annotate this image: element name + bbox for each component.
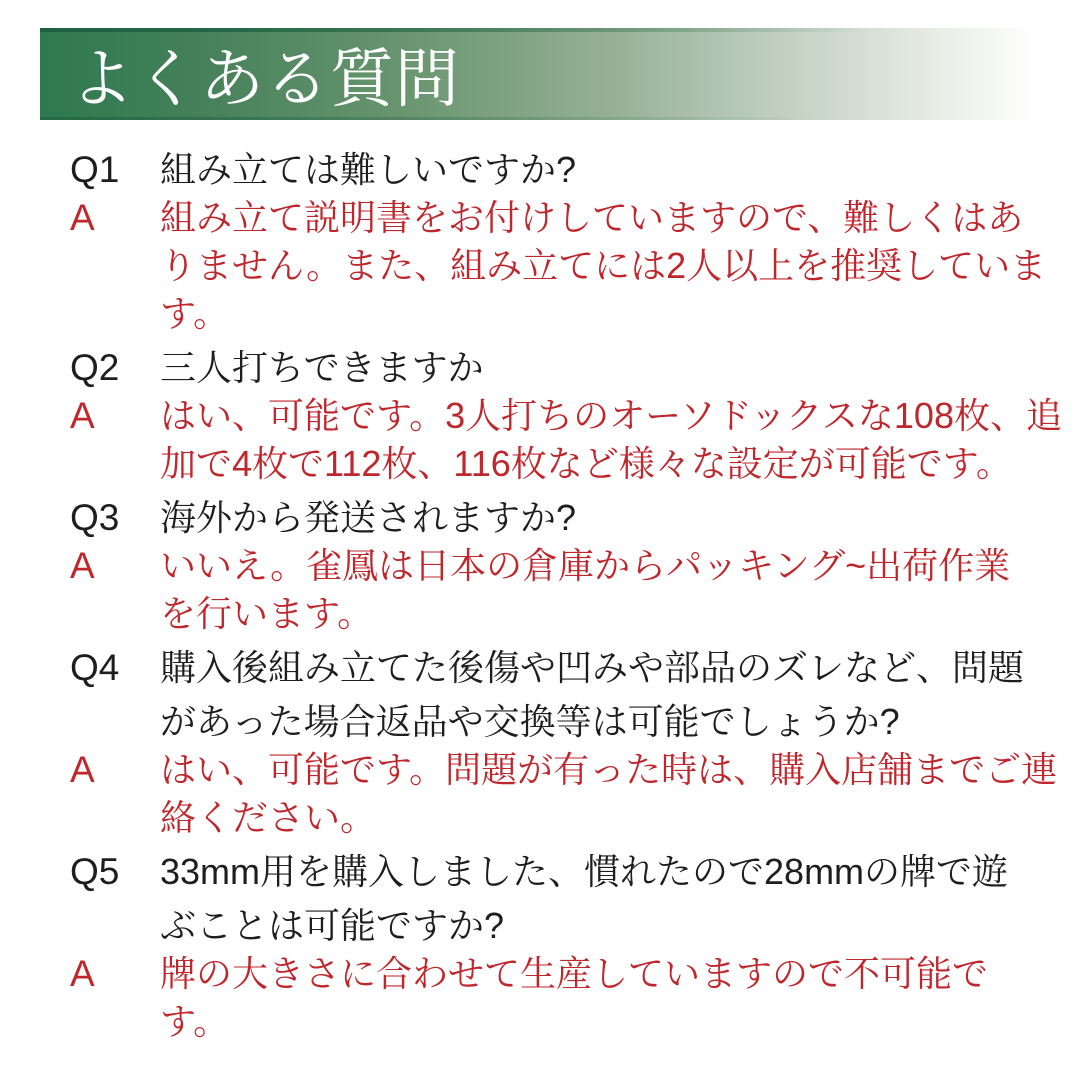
answer-row: [70, 950, 1080, 1046]
answer-label: A: [70, 749, 95, 790]
answer-text: [160, 950, 1080, 1046]
question-row: [70, 848, 1080, 950]
question-row: [70, 344, 1080, 392]
question-text: [160, 146, 1080, 194]
faq-item: [70, 494, 1080, 638]
answer-text: [160, 194, 1080, 338]
question-row: [70, 494, 1080, 542]
answer-line: 牌の大きさに合わせて生産していますので不可能で: [160, 953, 989, 994]
header-banner: [40, 28, 1080, 120]
question-row: [70, 146, 1080, 194]
faq-item: [70, 146, 1080, 338]
faq-item: [70, 848, 1080, 1046]
answer-row: [70, 392, 1080, 488]
answer-label: A: [70, 395, 95, 436]
question-label: Q3: [70, 497, 120, 538]
answer-text: [160, 542, 1080, 638]
question-label: Q2: [70, 347, 120, 388]
question-label: Q4: [70, 647, 120, 688]
question-label: Q5: [70, 851, 120, 892]
page-title: よくある質問: [70, 43, 460, 115]
question-line: ぶことは可能ですか?: [160, 905, 505, 946]
answer-line: 加で4枚で112枚、116枚など様々な設定が可能です。: [160, 443, 1012, 484]
question-text: [160, 848, 1080, 950]
answer-line: いいえ。雀鳳は日本の倉庫からパッキング~出荷作業: [160, 545, 1011, 586]
answer-row: [70, 194, 1080, 338]
answer-label: A: [70, 197, 95, 238]
answer-label: A: [70, 953, 95, 994]
answer-line: す。: [160, 1001, 230, 1042]
question-line: 組み立ては難しいですか?: [160, 149, 577, 190]
question-text: [160, 344, 1080, 392]
answer-line: 組み立て説明書をお付けしていますので、難しくはあ: [160, 197, 1024, 238]
question-label: Q1: [70, 149, 120, 190]
question-row: [70, 644, 1080, 746]
answer-line: りません。また、組み立てには2人以上を推奨していま: [160, 245, 1047, 286]
answer-label: A: [70, 545, 95, 586]
answer-line: はい、可能です。3人打ちのオーソドックスな108枚、追: [160, 395, 1062, 436]
answer-line: す。: [160, 293, 230, 334]
question-line: 三人打ちできますか: [160, 347, 484, 388]
question-line: 購入後組み立てた後傷や凹みや部品のズレなど、問題: [160, 647, 1025, 688]
question-text: [160, 644, 1080, 746]
answer-text: [160, 746, 1080, 842]
answer-line: を行います。: [160, 593, 374, 634]
answer-line: 絡ください。: [160, 797, 377, 838]
answer-line: はい、可能です。問題が有った時は、購入店舗までご連: [160, 749, 1058, 790]
answer-text: [160, 392, 1080, 488]
faq-item: [70, 644, 1080, 842]
question-line: 海外から発送されますか?: [160, 497, 577, 538]
faq-item: [70, 344, 1080, 488]
faq-list: [0, 146, 1080, 1046]
answer-row: [70, 746, 1080, 842]
question-line: があった場合返品や交換等は可能でしょうか?: [160, 701, 900, 742]
answer-row: [70, 542, 1080, 638]
question-line: 33mm用を購入しました、慣れたので28mmの牌で遊: [160, 851, 1009, 892]
question-text: [160, 494, 1080, 542]
